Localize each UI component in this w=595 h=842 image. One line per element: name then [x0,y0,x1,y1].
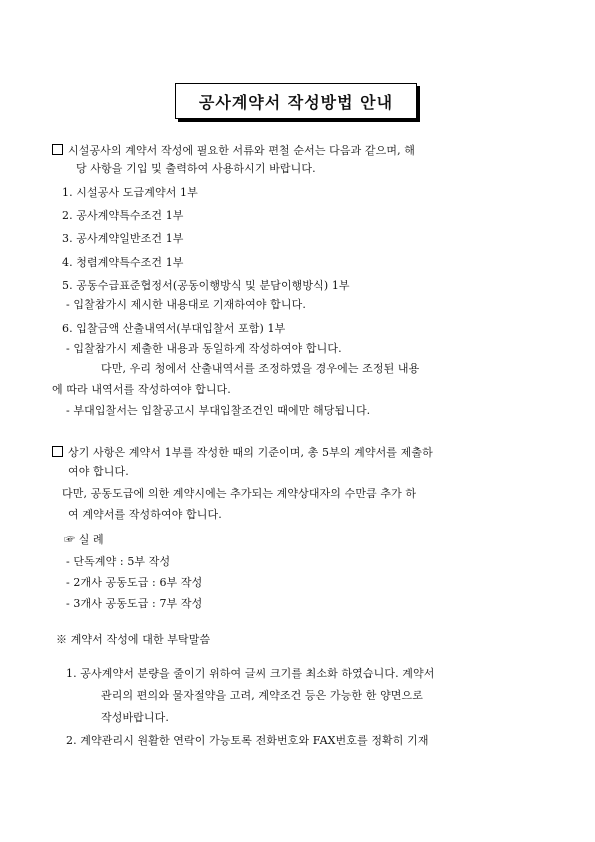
checkbox-square-icon [52,446,63,457]
item6-note-line2: 다만, 우리 청에서 산출내역서를 조정하였을 경우에는 조정된 내용 [101,362,420,375]
section2-line4: 여 계약서를 작성하여야 합니다. [68,508,222,521]
item6-note-line3: 에 따라 내역서를 작성하여야 합니다. [52,383,231,396]
example-item: - 단독계약 : 5부 작성 [66,555,171,568]
section3-p1-line1: 1. 공사계약서 분량을 줄이기 위하여 글씨 크기를 최소화 하였습니다. 계약서 [66,667,435,680]
checkbox-square-icon [52,144,63,155]
example-item: - 2개사 공동도급 : 6부 작성 [66,576,203,589]
section2-line1: 상기 사항은 계약서 1부를 작성한 때의 기준이며, 총 5부의 계약서를 제출하 [52,446,433,460]
list-item: 1. 시설공사 도급계약서 1부 [62,186,198,199]
section3-p2-line1: 2. 계약관리시 원활한 연락이 가능토록 전화번호와 FAX번호를 정확히 기재 [66,734,429,747]
section3-heading: ※ 계약서 작성에 대한 부탁말씀 [56,633,211,646]
item6-note-line4: - 부대입찰서는 입찰공고시 부대입찰조건인 때에만 해당됩니다. [66,404,371,417]
example-item: - 3개사 공동도급 : 7부 작성 [66,597,203,610]
item5-note: - 입찰참가시 제시한 내용대로 기재하여야 합니다. [66,298,306,311]
item6-note-line1: - 입찰참가시 제출한 내용과 동일하게 작성하여야 합니다. [66,342,342,355]
list-item: 6. 입찰금액 산출내역서(부대입찰서 포함) 1부 [62,322,286,335]
section1-intro-line1: 시설공사의 계약서 작성에 필요한 서류와 편철 순서는 다음과 같으며, 해 [52,144,415,158]
document-title: 공사계약서 작성방법 안내 [175,83,417,119]
section3-p1-line3: 작성바랍니다. [101,711,169,724]
list-item: 4. 청렴계약특수조건 1부 [62,256,184,269]
section2-line2: 여야 합니다. [68,465,129,478]
list-item: 3. 공사계약일반조건 1부 [62,232,184,245]
list-item: 2. 공사계약특수조건 1부 [62,209,184,222]
section3-p1-line2: 관리의 편의와 물자절약을 고려, 계약조건 등은 가능한 한 양면으로 [101,689,423,702]
example-heading: ☞ 실 례 [64,533,104,546]
list-item: 5. 공동수급표준협정서(공동이행방식 및 분담이행방식) 1부 [62,279,350,292]
section1-intro-line2: 당 사항을 기입 및 출력하여 사용하시기 바랍니다. [76,162,316,175]
section2-line3: 다만, 공동도급에 의한 계약시에는 추가되는 계약상대자의 수만큼 추가 하 [62,487,417,500]
